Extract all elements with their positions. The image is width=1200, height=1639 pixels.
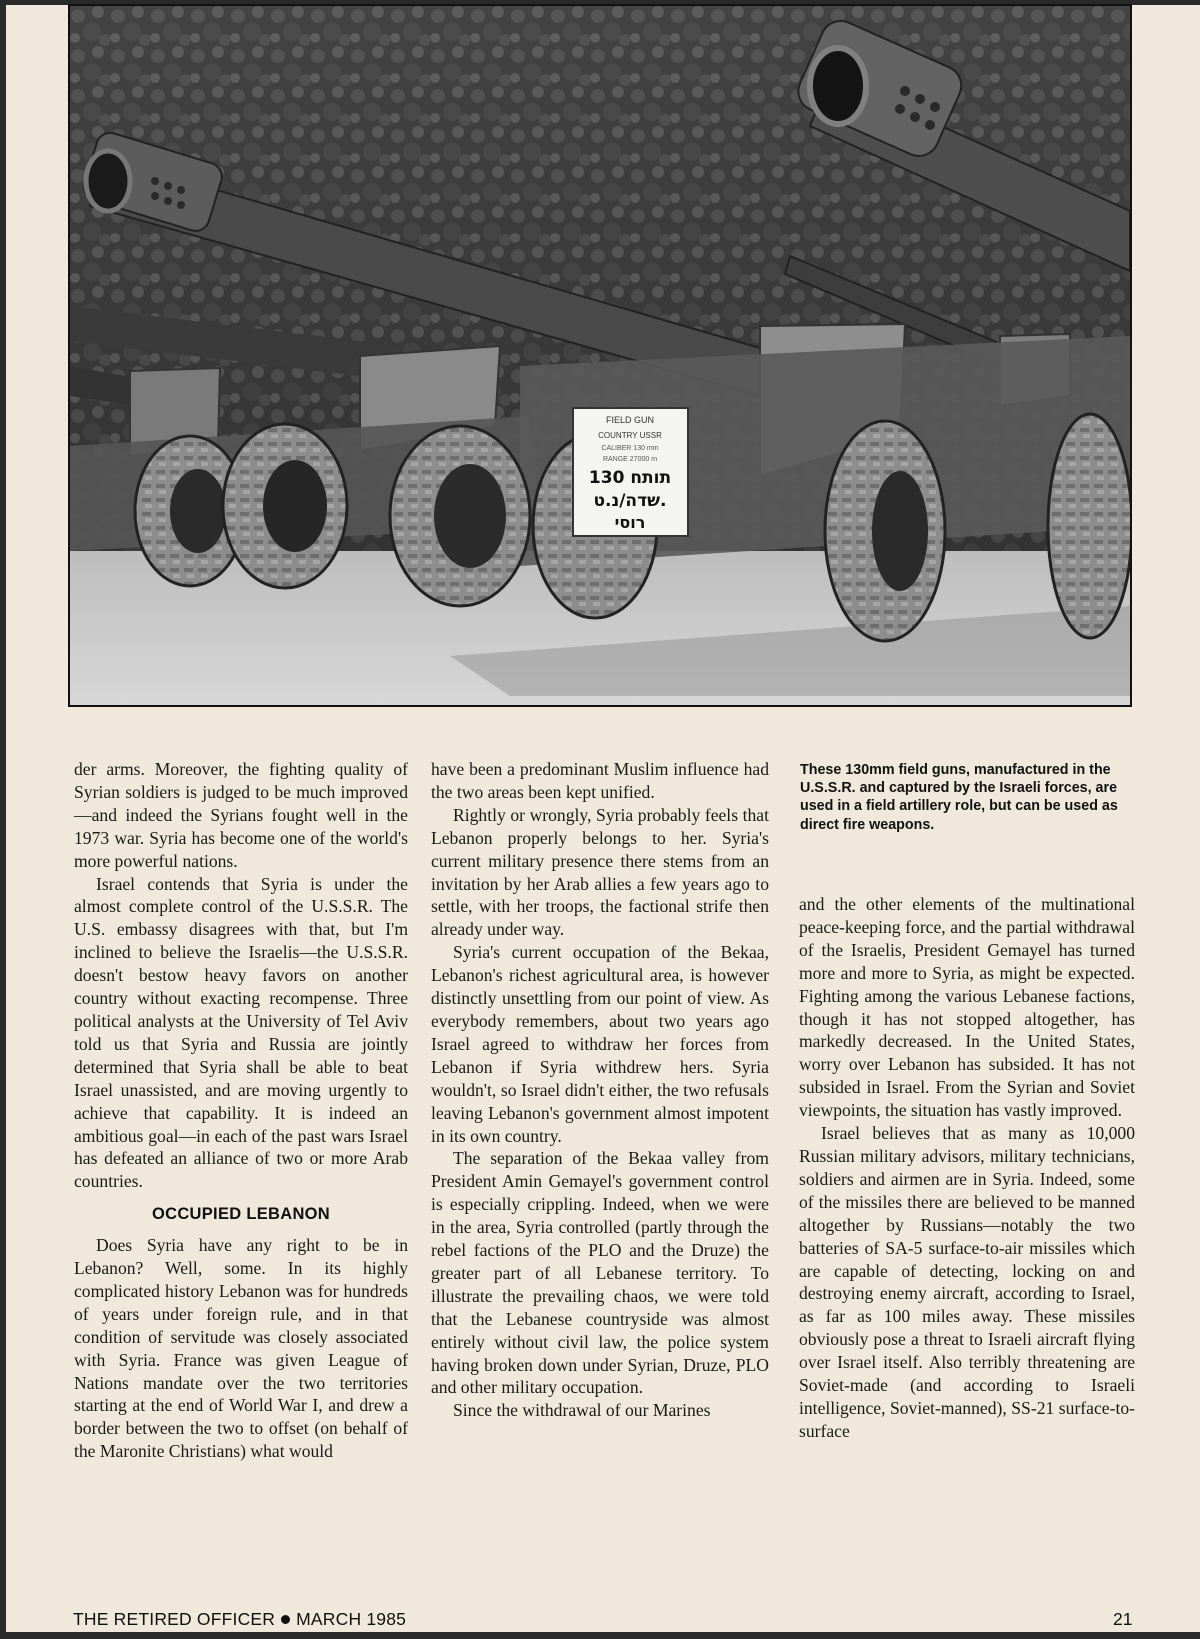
svg-text:רוסי: רוסי [614, 513, 646, 532]
svg-text:CALIBER 130 mm: CALIBER 130 mm [601, 445, 659, 452]
paragraph: The separation of the Bekaa valley from President Amin Gemayel's government control is especially crippling. Indeed, when we were in the area, Syria controlled (partly through the rebel factions of the PLO and the Druze) the greater part of all Lebanese territory. To illustrate the prevailing chaos, we were told that the Lebanese countryside was almost entirely without civil law, the police system having broken down under Syrian, Druze, PLO and other military occupation. [431, 1148, 769, 1398]
paragraph: der arms. Moreover, the fighting quality of Syrian soldiers is judged to be much improved—and indeed the Syrians fought well in the 1973 war. Syria has become one of the world's more powerful nations. [74, 759, 408, 871]
page-number: 21 [1113, 1609, 1133, 1629]
paragraph: Israel believes that as many as 10,000 Russian military advisors, military technicians, soldiers and airmen are in Syria. Indeed, some of the missiles there are believed to be manned altogether by Russians—notably the two batteries of SA-5 surface-to-air missiles which are capable of detecting, locking on and destroying enemy aircraft, according to Israel, as far as 100 miles away. These missiles obviously pose a threat to Israeli aircraft flying over Israel itself. Also terribly threatening are Soviet-made (and according to Israeli intelligence, Soviet-manned), SS-21 surface-to-surface [799, 1123, 1135, 1441]
svg-text:COUNTRY USSR: COUNTRY USSR [598, 431, 662, 440]
footer-publication [73, 1609, 406, 1630]
field-guns-photo [68, 4, 1132, 707]
article-column-1 [74, 758, 408, 1463]
paragraph: Does Syria have any right to be in Lebanon? Well, some. In its highly complicated history Lebanon was for hundreds of years under foreign rule, and in that condition of servitude was closely associated with Syria. France was given League of Nations mandate over the two territories starting at the end of World War I, and drew a border between the two to offset (on behalf of the Maronite Christians) what would [74, 1235, 408, 1462]
paragraph: Rightly or wrongly, Syria probably feels that Lebanon properly belongs to her. Syria's current military presence there stems from an invitation by her Arab allies a few years ago to settle, with her troops, the factional strife then already under way. [431, 804, 769, 940]
paragraph: Since the withdrawal of our Marines [453, 1400, 711, 1421]
field-gun-sign [573, 408, 688, 536]
scan-edge-left [0, 0, 6, 1639]
paragraph: Syria's current occupation of the Bekaa, Lebanon's richest agricultural area, is however distinctly unsettling from our point of view. As everybody remembers, about two years ago Israel agreed to withdraw her forces from Lebanon if Syria withdrew hers. Syria wouldn't, so Israel didn't either, the two refusals leaving Lebanon's government almost impotent in its own country. [431, 942, 769, 1146]
article-column-3 [799, 893, 1135, 1443]
issue-date: MARCH 1985 [296, 1609, 407, 1629]
section-heading: OCCUPIED LEBANON [151, 1205, 331, 1224]
publication-name: THE RETIRED OFFICER [73, 1609, 276, 1629]
bullet-icon [281, 1615, 290, 1624]
svg-text:תותח 130: תותח 130 [588, 468, 672, 488]
paragraph: Israel contends that Syria is under the almost complete control of the U.S.S.R. The U.S. embassy disagrees with that, but I'm inclined to believe the Israelis—the U.S.S.R. doesn't bestow heavy favors on another country without exacting recompense. Three political analysts at the University of Tel Aviv told us that Syria and Russia are jointly determined that Syria shall be able to beat Israel unassisted, and are moving urgently to achieve that capability. It is indeed an ambitious goal—in each of the past wars Israel has defeated an alliance of two or more Arab countries. [74, 873, 408, 1192]
svg-text:FIELD GUN: FIELD GUN [605, 415, 655, 425]
article-column-2 [431, 758, 769, 1422]
svg-text:RANGE 27000 m: RANGE 27000 m [602, 456, 658, 463]
scan-edge-bottom [0, 1632, 1200, 1639]
photo-caption: These 130mm field guns, manufactured in the U.S.S.R. and captured by the Israeli forces, are used in a field artillery role, but can be used as direct fire weapons. [800, 762, 1118, 833]
svg-text:שדה/נ.ט.: שדה/נ.ט. [593, 491, 667, 511]
paragraph: and the other elements of the multinational peace-keeping force, and the partial withdrawal of the Israelis, President Gemayel has turned more and more to Syria, as might be expected. Fighting among the various Lebanese factions, though it has not stopped altogether, has markedly decreased. In the United States, worry over Lebanon has subsided. It has not subsided in Israel. From the Syrian and Soviet viewpoints, the situation has vastly improved. [799, 894, 1135, 1121]
paragraph: have been a predominant Muslim influence had the two areas been kept unified. [431, 759, 769, 802]
